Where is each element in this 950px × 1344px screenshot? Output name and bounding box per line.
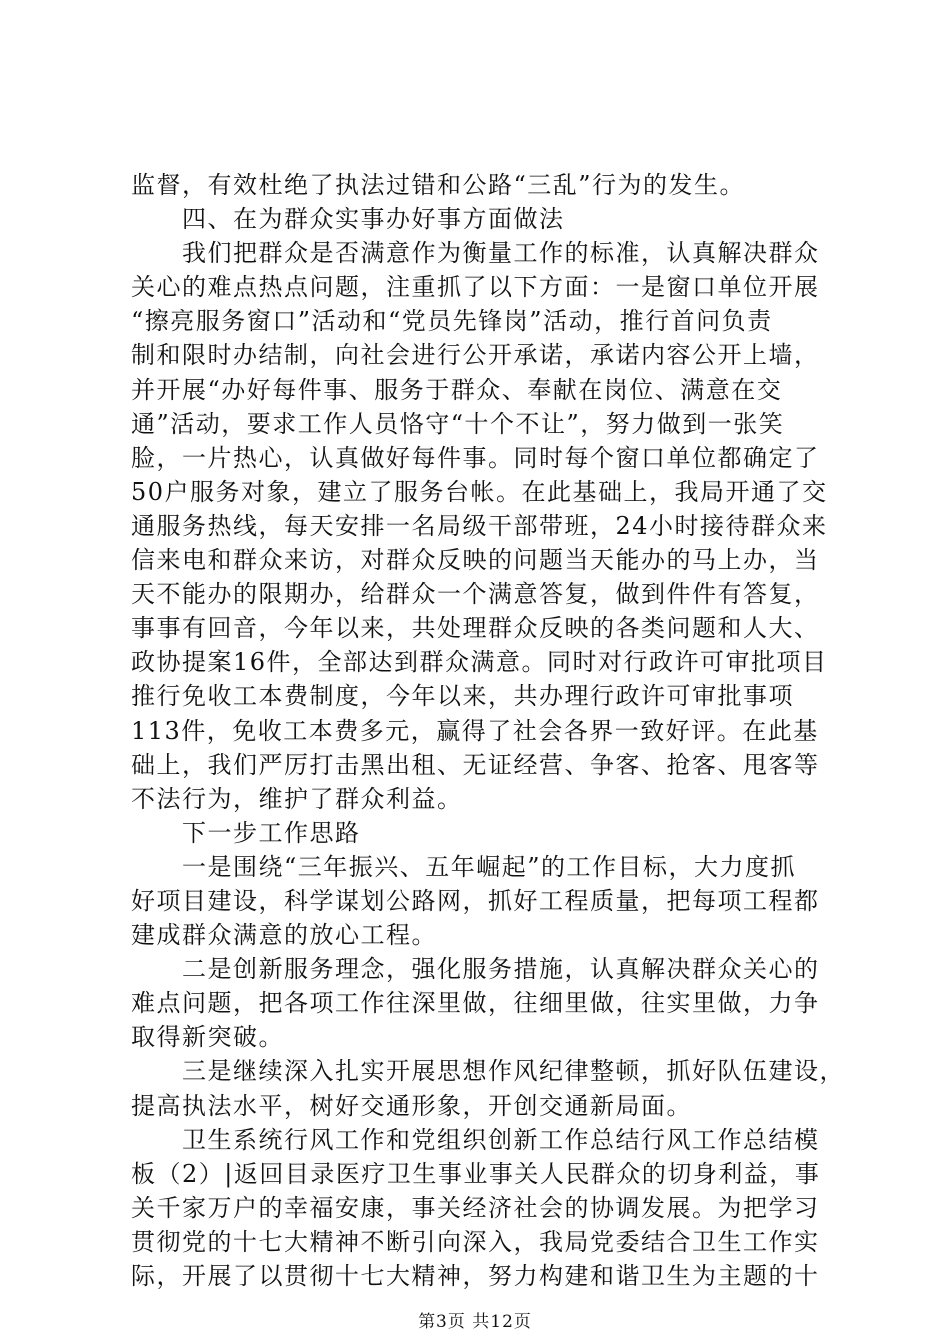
text-line: 难点问题，把各项工作往深里做，往细里做，往实里做，力争	[131, 989, 820, 1018]
text-line: 制和限时办结制，向社会进行公开承诺，承诺内容公开上墙，	[131, 341, 820, 370]
text-line: 三是继续深入扎实开展思想作风纪律整顿，抓好队伍建设，	[131, 1057, 845, 1086]
text-line: 二是创新服务理念，强化服务措施，认真解决群众关心的	[131, 955, 820, 984]
document-body	[131, 168, 845, 1293]
text-line: 板（2）|返回目录医疗卫生事业事关人民群众的切身利益，事	[131, 1159, 821, 1188]
text-line: 通”活动，要求工作人员恪守“十个不让”，努力做到一张笑	[131, 409, 785, 438]
text-line: 并开展“办好每件事、服务于群众、奉献在岗位、满意在交	[131, 375, 783, 404]
text-line: 脸，一片热心，认真做好每件事。同时每个窗口单位都确定了	[131, 443, 820, 472]
text-line: “擦亮服务窗口”活动和“党员先锋岗”活动，推行首问负责	[131, 307, 773, 336]
text-line: 好项目建设，科学谋划公路网，抓好工程质量，把每项工程都	[131, 886, 820, 915]
text-line: 一是围绕“三年振兴、五年崛起”的工作目标，大力度抓	[131, 852, 797, 881]
text-line: 提高执法水平，树好交通形象，开创交通新局面。	[131, 1091, 692, 1120]
section-heading: 四、在为群众实事办好事方面做法	[131, 205, 565, 234]
text-line: 关千家万户的幸福安康，事关经济社会的协调发展。为把学习	[131, 1193, 820, 1222]
text-line: 取得新突破。	[131, 1023, 284, 1052]
text-line: 贯彻党的十七大精神不断引向深入，我局党委结合卫生工作实	[131, 1227, 820, 1256]
page-number-footer: 第3页 共12页	[418, 1312, 532, 1332]
text-line: 不法行为，维护了群众利益。	[131, 784, 463, 813]
text-line: 关心的难点热点问题，注重抓了以下方面：一是窗口单位开展	[131, 273, 820, 302]
text-line: 础上，我们严厉打击黑出租、无证经营、争客、抢客、甩客等	[131, 750, 820, 779]
text-line: 政协提案16件，全部达到群众满意。同时对行政许可审批项目	[131, 648, 828, 677]
text-line: 建成群众满意的放心工程。	[131, 921, 437, 950]
text-line: 事事有回音，今年以来，共处理群众反映的各类问题和人大、	[131, 614, 820, 643]
section-heading: 下一步工作思路	[131, 818, 361, 847]
text-line: 113件，免收工本费多元，赢得了社会各界一致好评。在此基	[131, 716, 819, 745]
text-line: 卫生系统行风工作和党组织创新工作总结行风工作总结模	[131, 1125, 820, 1154]
text-line: 信来电和群众来访，对群众反映的问题当天能办的马上办，当	[131, 546, 820, 575]
text-line: 监督，有效杜绝了执法过错和公路“三乱”行为的发生。	[131, 171, 746, 199]
text-line: 通服务热线，每天安排一名局级干部带班，24小时接待群众来	[131, 511, 828, 540]
text-line: 我们把群众是否满意作为衡量工作的标准，认真解决群众	[131, 239, 820, 268]
text-line: 天不能办的限期办，给群众一个满意答复，做到件件有答复，	[131, 580, 820, 609]
text-line: 推行免收工本费制度，今年以来，共办理行政许可审批事项	[131, 682, 794, 711]
text-line: 际，开展了以贯彻十七大精神，努力构建和谐卫生为主题的十	[131, 1262, 820, 1290]
text-line: 50户服务对象，建立了服务台帐。在此基础上，我局开通了交	[131, 477, 828, 506]
